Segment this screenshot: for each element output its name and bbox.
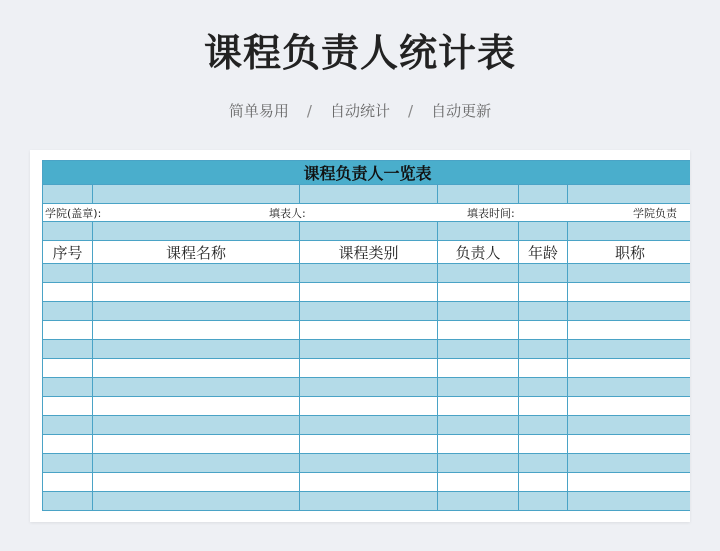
column-header-course-type[interactable]: 课程类别 [300,241,438,264]
table-row [43,321,691,340]
table-cell[interactable] [568,473,691,492]
table-row [43,378,691,397]
table-cell[interactable] [300,264,438,283]
table-cell[interactable] [93,264,300,283]
table-cell[interactable] [519,264,568,283]
table-cell[interactable] [93,340,300,359]
subtitle [0,100,720,122]
table-cell[interactable] [519,492,568,511]
table-row [43,454,691,473]
cell[interactable] [519,185,568,204]
cell[interactable] [568,185,691,204]
cell[interactable] [438,222,519,241]
table-cell[interactable] [300,302,438,321]
cell[interactable] [93,222,300,241]
table-row [43,492,691,511]
table-cell[interactable] [300,435,438,454]
filler-label: 填表人: [269,207,306,220]
table-cell[interactable] [568,359,691,378]
table-cell[interactable] [438,378,519,397]
table-cell[interactable] [43,264,93,283]
table-cell[interactable] [43,473,93,492]
table-cell[interactable] [438,397,519,416]
table-cell[interactable] [438,264,519,283]
column-header-age[interactable]: 年龄 [519,241,568,264]
table-cell[interactable] [300,283,438,302]
table-cell[interactable] [300,397,438,416]
column-header-index[interactable]: 序号 [43,241,93,264]
table-cell[interactable] [438,473,519,492]
table-row [43,359,691,378]
column-header-person-in-charge[interactable]: 负责人 [438,241,519,264]
subtitle-item-auto-update: 自动更新 [431,102,492,120]
table-cell[interactable] [519,283,568,302]
table-cell[interactable] [300,492,438,511]
table-cell[interactable] [568,397,691,416]
table-cell[interactable] [300,454,438,473]
table-cell[interactable] [568,264,691,283]
table-cell[interactable] [43,492,93,511]
table-row [43,283,691,302]
table-cell[interactable] [93,302,300,321]
table-cell[interactable] [519,473,568,492]
table-cell[interactable] [519,321,568,340]
table-cell[interactable] [43,397,93,416]
table-cell[interactable] [519,359,568,378]
cell[interactable] [93,185,300,204]
table-cell[interactable] [568,321,691,340]
table-row [43,302,691,321]
table-cell[interactable] [438,283,519,302]
table-cell[interactable] [568,283,691,302]
table-cell[interactable] [43,283,93,302]
college-head-label: 学院负责 [633,207,677,220]
spreadsheet-preview [30,150,690,522]
table-cell[interactable] [568,492,691,511]
header-row [43,241,691,264]
column-header-title[interactable]: 职称 [568,241,691,264]
table-cell[interactable] [519,378,568,397]
page-title: 课程负责人统计表 [203,31,516,75]
table-cell[interactable] [568,302,691,321]
table-row [43,416,691,435]
table-cell[interactable] [93,283,300,302]
subtitle-item-easy: 简单易用 [228,102,289,120]
table-cell[interactable] [300,321,438,340]
table-cell[interactable] [93,321,300,340]
table-cell[interactable] [93,378,300,397]
table-cell[interactable] [519,340,568,359]
spacer-row [43,185,691,204]
subtitle-separator: / [408,102,414,120]
table-row [43,435,691,454]
table-cell[interactable] [519,416,568,435]
info-row [43,204,691,222]
table-cell[interactable] [43,302,93,321]
cell[interactable] [438,185,519,204]
cell[interactable] [519,222,568,241]
table-cell[interactable] [568,378,691,397]
info-cell[interactable] [43,204,691,222]
table-cell[interactable] [438,321,519,340]
table-cell[interactable] [438,359,519,378]
table-cell[interactable] [93,397,300,416]
fill-time-label: 填表时间: [467,207,515,220]
table-cell[interactable] [568,340,691,359]
table-cell[interactable] [300,359,438,378]
table-cell[interactable] [93,454,300,473]
cell[interactable] [568,222,691,241]
subtitle-item-auto-stats: 自动统计 [329,102,390,120]
table-cell[interactable] [568,416,691,435]
college-seal-label: 学院(盖章): [45,207,102,220]
table-row [43,473,691,492]
subtitle-separator: / [306,102,312,120]
table-row [43,397,691,416]
table-row [43,340,691,359]
table-cell[interactable] [43,435,93,454]
table-cell[interactable] [93,359,300,378]
table-cell[interactable] [519,397,568,416]
table-cell[interactable] [93,416,300,435]
table-cell[interactable] [43,340,93,359]
table-cell[interactable] [438,340,519,359]
column-header-course-name[interactable]: 课程名称 [93,241,300,264]
table-cell[interactable] [43,416,93,435]
spreadsheet-grid [42,160,690,511]
table-cell[interactable] [93,435,300,454]
cell[interactable] [43,185,93,204]
cell[interactable] [300,222,438,241]
table-cell[interactable] [438,435,519,454]
spacer-row [43,222,691,241]
table-cell[interactable] [43,454,93,473]
table-cell[interactable] [300,340,438,359]
table-cell[interactable] [519,435,568,454]
table-cell[interactable] [93,492,300,511]
table-cell[interactable] [300,416,438,435]
table-cell[interactable] [438,416,519,435]
banner-row [43,161,691,185]
table-cell[interactable] [300,473,438,492]
table-cell[interactable] [438,302,519,321]
table-cell[interactable] [43,359,93,378]
table-cell[interactable] [519,454,568,473]
table-cell[interactable] [519,302,568,321]
banner-title: 课程负责人一览表 [43,161,691,185]
course-table [42,160,690,511]
cell[interactable] [43,222,93,241]
table-row [43,264,691,283]
table-cell[interactable] [300,378,438,397]
table-cell[interactable] [43,321,93,340]
table-cell[interactable] [438,492,519,511]
table-cell[interactable] [568,435,691,454]
cell[interactable] [300,185,438,204]
table-cell[interactable] [438,454,519,473]
table-cell[interactable] [43,378,93,397]
table-cell[interactable] [568,454,691,473]
table-cell[interactable] [93,473,300,492]
